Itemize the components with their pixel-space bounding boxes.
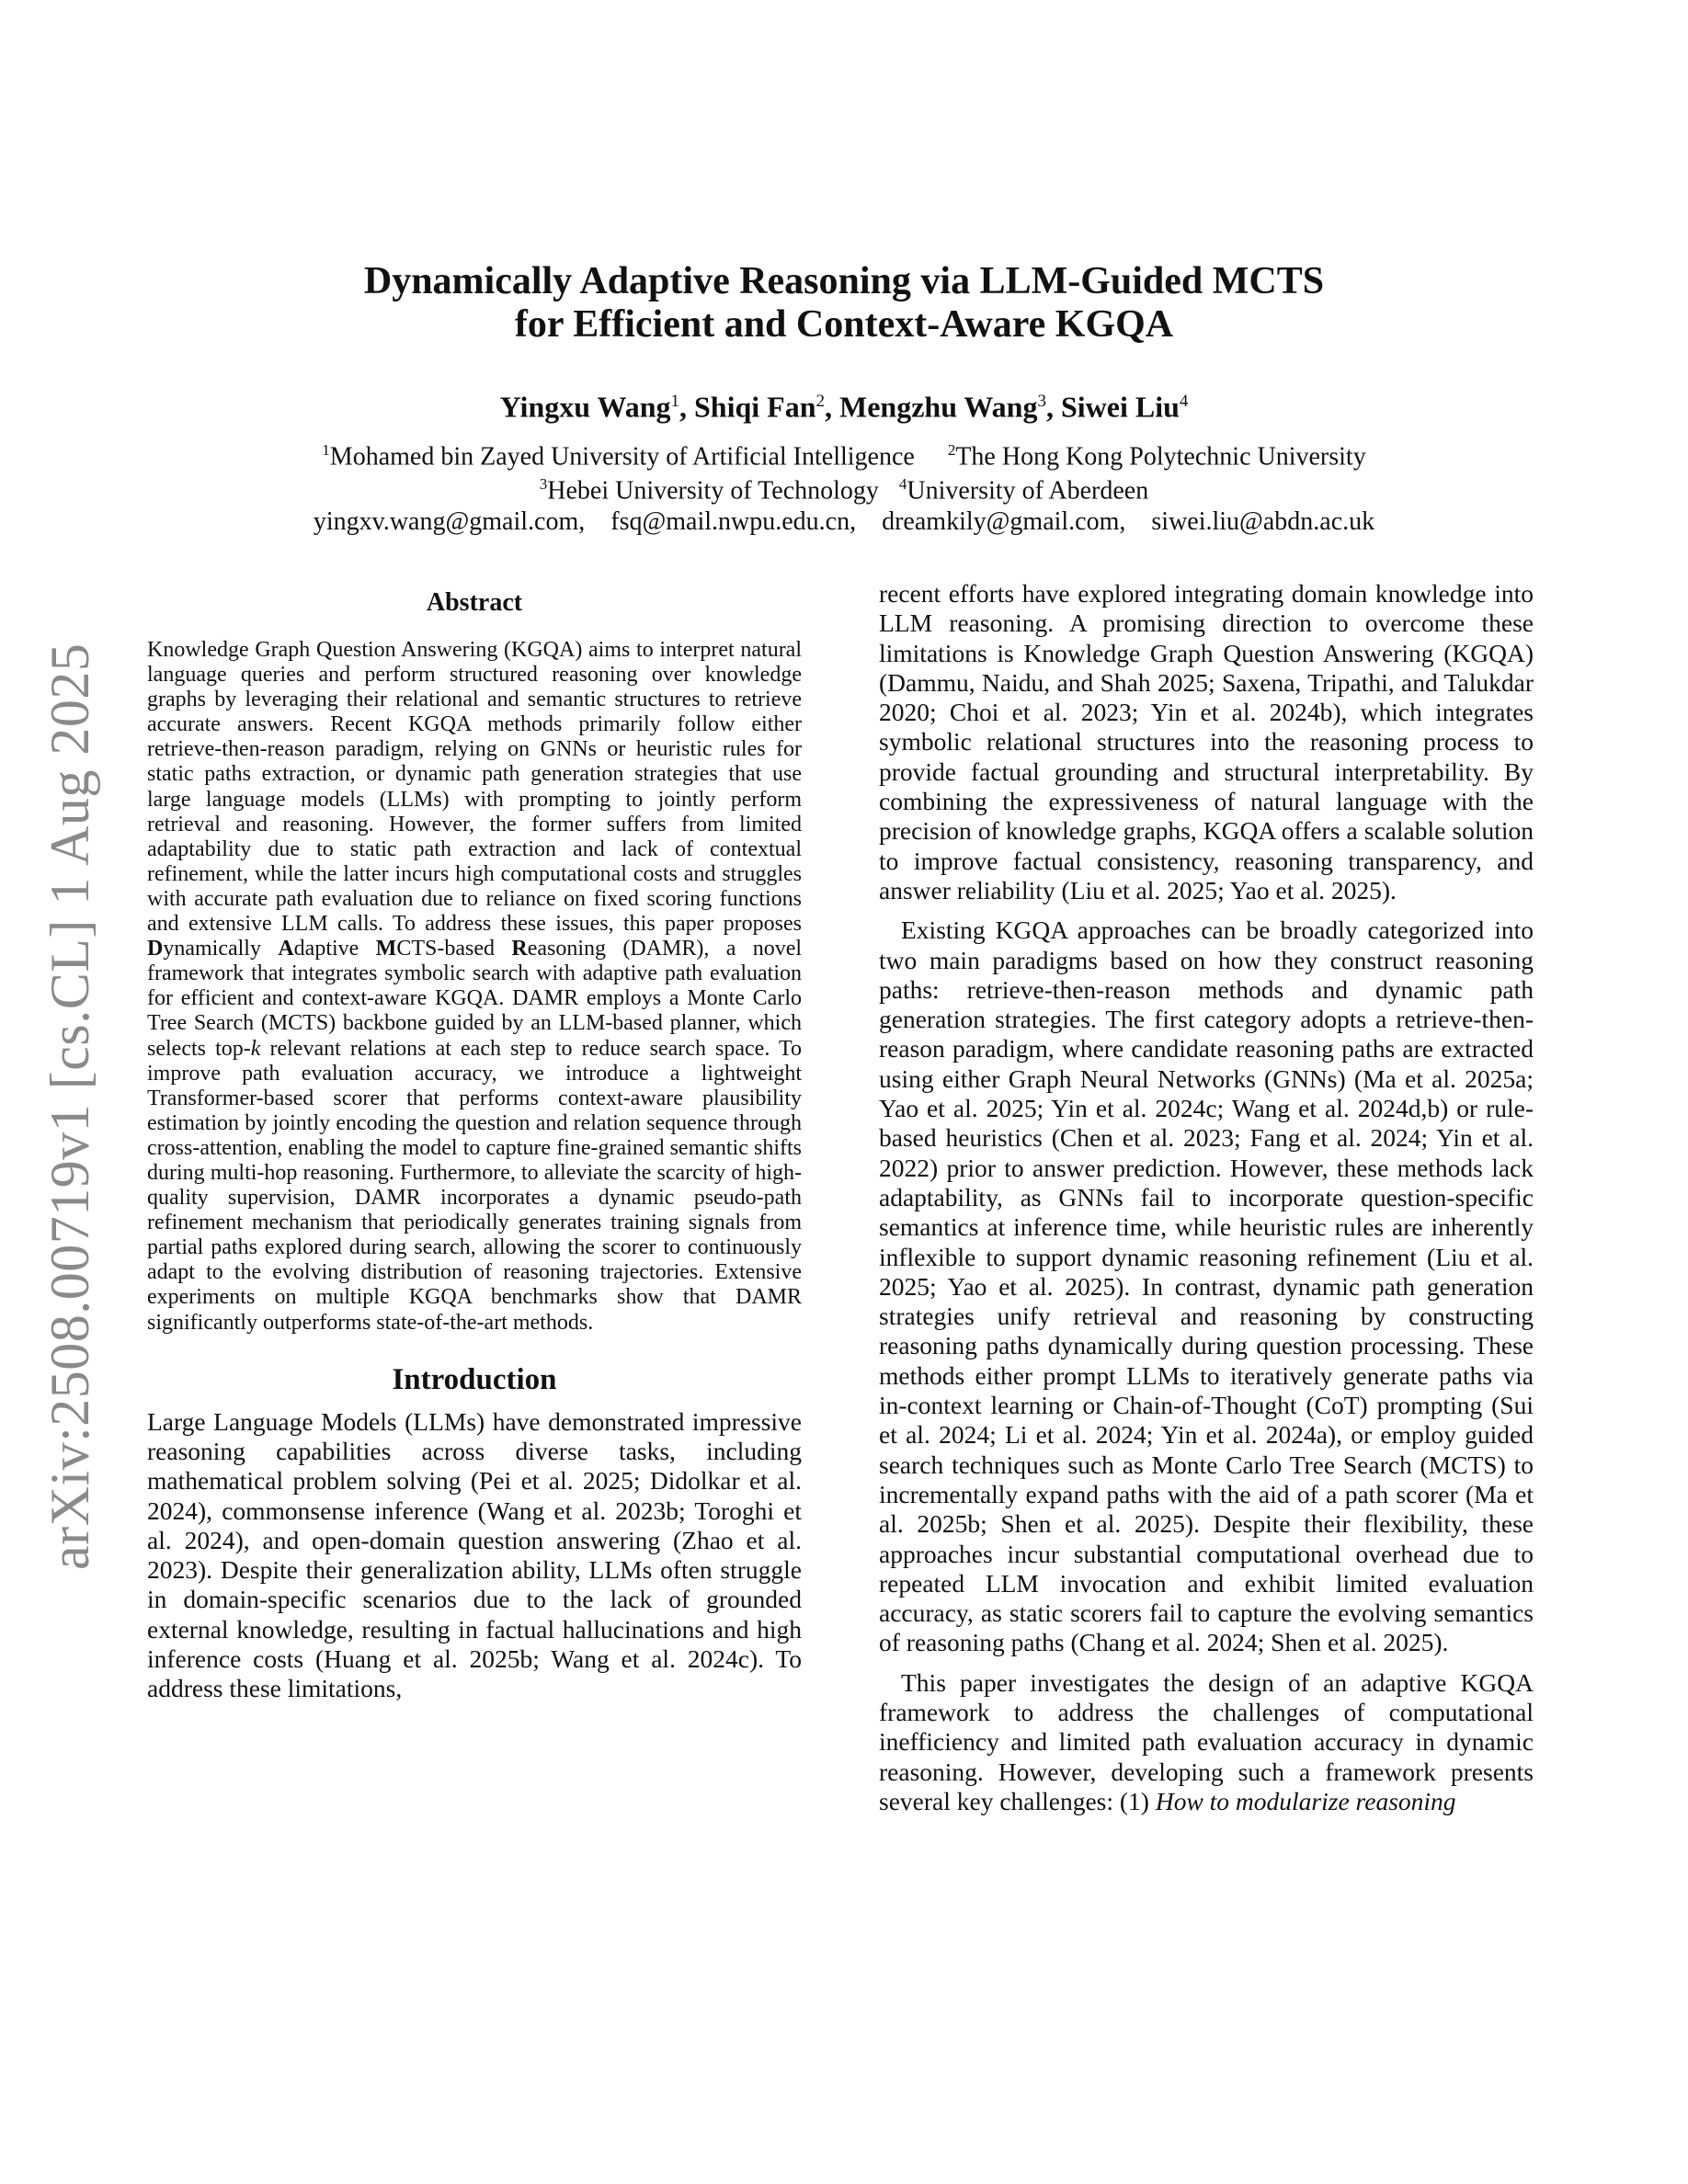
acronym-initial: M (375, 937, 397, 961)
abstract-part-1: Knowledge Graph Question Answering (KGQA) aims to interpret natural language queries and perform structured reasoning over knowledge graphs by leveraging their relational and semantic structures to retrieve accurate answers. Recent KGQA methods primarily follow either retrieve-then-reason paradigm, relying on GNNs or heuristic rules for static paths extraction, or dynamic path generation strategies that use large language models (LLMs) with prompting to jointly perform retrieval and reasoning. However, the former suffers from limited adaptability due to static path extraction and lack of contextual refinement, while the latter incurs high computational costs and struggles with accurate path evaluation due to reliance on fixed scoring functions and extensive LLM calls. To address these issues, this paper proposes (147, 638, 802, 937)
author-affiliation-mark: 2 (815, 392, 825, 411)
email-list (0, 508, 1688, 536)
author-affiliation-mark: 4 (1179, 392, 1189, 411)
affiliation-mark: 3 (539, 474, 548, 493)
author-name: Shiqi Fan (693, 390, 816, 424)
acronym-rest: CTS-based (396, 937, 512, 961)
author-affiliation-mark: 1 (670, 392, 679, 411)
arxiv-identifier: arXiv:2508.00719v1 [cs.CL] 1 Aug 2025 (40, 643, 100, 1570)
title-block (0, 260, 1688, 536)
author-affiliation-mark: 3 (1037, 392, 1046, 411)
abstract-heading: Abstract (426, 588, 523, 617)
author-name: Mengzhu Wang (839, 390, 1038, 424)
affiliation-name: Mohamed bin Zayed University of Artificial Intelligence (329, 441, 915, 471)
acronym-initial: R (511, 937, 528, 961)
author-name: Siwei Liu (1060, 390, 1180, 424)
right-column (879, 579, 1534, 1816)
author-list: Yingxu Wang$^1$, Shiqi Fan$^2$, Mengzhu Wang$^3$, Siwei Liu$^4$ (499, 390, 1189, 424)
affiliation-mark: 1 (322, 440, 330, 459)
acronym-initial: A (278, 937, 294, 961)
email-address: fsq@mail.nwpu.edu.cn, (610, 507, 857, 537)
math-k: k (250, 1036, 261, 1061)
author-name: Yingxu Wang (499, 390, 671, 424)
affiliation-name: The Hong Kong Polytechnic University (955, 441, 1366, 471)
abstract-part-2: (DAMR), a novel framework that integrates symbolic search with adaptive path evaluation for efficient and context-aware KGQA. DAMR employs a Monte Carlo Tree Search (MCTS) backbone guided by an LLM-based planner, which selects top- (147, 937, 803, 1061)
email-address: dreamkily@gmail.com, (882, 507, 1126, 537)
affiliation-mark: 2 (947, 440, 956, 459)
acronym-rest: ynamically (163, 937, 279, 961)
intro-paragraph-1: Large Language Models (LLMs) have demonstrated impressive reasoning capabilities across diverse tasks, including mathematical problem solving (Pei et al. 2025; Didolkar et al. 2024), commonsense inference (Wang et al. 2023b; Toroghi et al. 2024), and open-domain question answering (Zhao et al. 2023). Despite their generalization ability, LLMs often struggle in domain-specific scenarios due to the lack of grounded external knowledge, resulting in factual hallucinations and high inference costs (Huang et al. 2025b; Wang et al. 2024c). To address these limitations, (147, 1406, 802, 1703)
right-paragraph-2: Existing KGQA approaches can be broadly categorized into two main paradigms based on how they construct reasoning paths: retrieve-then-reason methods and dynamic path generation strategies. The first category adopts a retrieve-then-reason paradigm, where candidate reasoning paths are extracted using either Graph Neural Networks (GNNs) (Ma et al. 2025a; Yao et al. 2025; Yin et al. 2024c; Wang et al. 2024d,b) or rule-based heuristics (Chen et al. 2023; Fang et al. 2024; Yin et al. 2022) prior to answer prediction. However, these methods lack adaptability, as GNNs fail to incorporate question-specific semantics at inference time, while heuristic rules are inherently inflexible to support dynamic reasoning refinement (Liu et al. 2025; Yao et al. 2025). In contrast, dynamic path generation strategies unify retrieval and reasoning by constructing reasoning paths dynamically during question processing. These methods either prompt LLMs to iteratively generate paths via in-context learning or Chain-of-Thought (CoT) prompting (Sui et al. 2024; Li et al. 2024; Yin et al. 2024a), or employ guided search techniques such as Monte Carlo Tree Search (MCTS) to incrementally expand paths with the aid of a path scorer (Ma et al. 2025b; Shen et al. 2025). Despite their flexibility, these approaches incur substantial computational overhead due to repeated LLM invocation and exhibit limited evaluation accuracy, as static scorers fail to capture the evolving semantics of reasoning paths (Chang et al. 2024; Shen et al. 2025). (879, 916, 1534, 1657)
email-address: yingxv.wang@gmail.com, (313, 507, 586, 537)
title-line-1: Dynamically Adaptive Reasoning via LLM-Guided MCTS (363, 260, 1325, 302)
acronym-rest: easoning (527, 937, 606, 961)
paper-title (0, 260, 1688, 347)
title-line-2: for Efficient and Context-Aware KGQA (514, 303, 1174, 346)
email-address: siwei.liu@abdn.ac.uk (1151, 507, 1375, 537)
acronym-initial: D (147, 937, 164, 961)
abstract-part-3: relevant relations at each step to reduce search space. To improve path evaluation accuracy, we introduce a lightweight Transformer-based scorer that performs context-aware plausibility estimation by jointly encoding the question and relation sequence through cross-attention, enabling the model to capture fine-grained semantic shifts during multi-hop reasoning. Furthermore, to alleviate the scarcity of high-quality supervision, DAMR incorporates a dynamic pseudo-path refinement mechanism that periodically generates training signals from partial paths explored during search, allowing the scorer to continuously adapt to the evolving distribution of reasoning trajectories. Extensive experiments on multiple KGQA benchmarks show that DAMR significantly outperforms state-of-the-art methods. (147, 1036, 802, 1335)
affiliation-line-1 (0, 437, 1688, 471)
paragraph-text: This paper investigates the design of an adaptive KGQA framework to address the challenges of computational inefficiency and limited path evaluation accuracy in dynamic reasoning. However, developing such a framework presents several key challenges: (1) (879, 1667, 1534, 1815)
right-paragraph-1: recent efforts have explored integrating domain knowledge into LLM reasoning. A promising direction to overcome these limitations is Knowledge Graph Question Answering (KGQA) (Dammu, Naidu, and Shah 2025; Saxena, Tripathi, and Talukdar 2020; Choi et al. 2023; Yin et al. 2024b), which integrates symbolic relational structures into the reasoning process to provide factual grounding and structural interpretability. By combining the expressiveness of natural language with the precision of knowledge graphs, KGQA offers a scalable solution to improve factual consistency, reasoning transparency, and answer reliability (Liu et al. 2025; Yao et al. 2025). (879, 579, 1534, 904)
acronym-rest: daptive (293, 937, 376, 961)
affiliation-line-2 (0, 471, 1688, 505)
left-column (147, 588, 802, 1704)
affiliation-name: Hebei University of Technology (547, 476, 879, 506)
italic-text: How to modularize reasoning (1155, 1786, 1456, 1815)
affiliation-name: University of Aberdeen (907, 476, 1149, 506)
introduction-heading: Introduction (392, 1362, 557, 1396)
affiliation-mark: 4 (898, 474, 907, 493)
abstract-text (147, 638, 802, 1336)
right-paragraph-3 (879, 1668, 1534, 1816)
